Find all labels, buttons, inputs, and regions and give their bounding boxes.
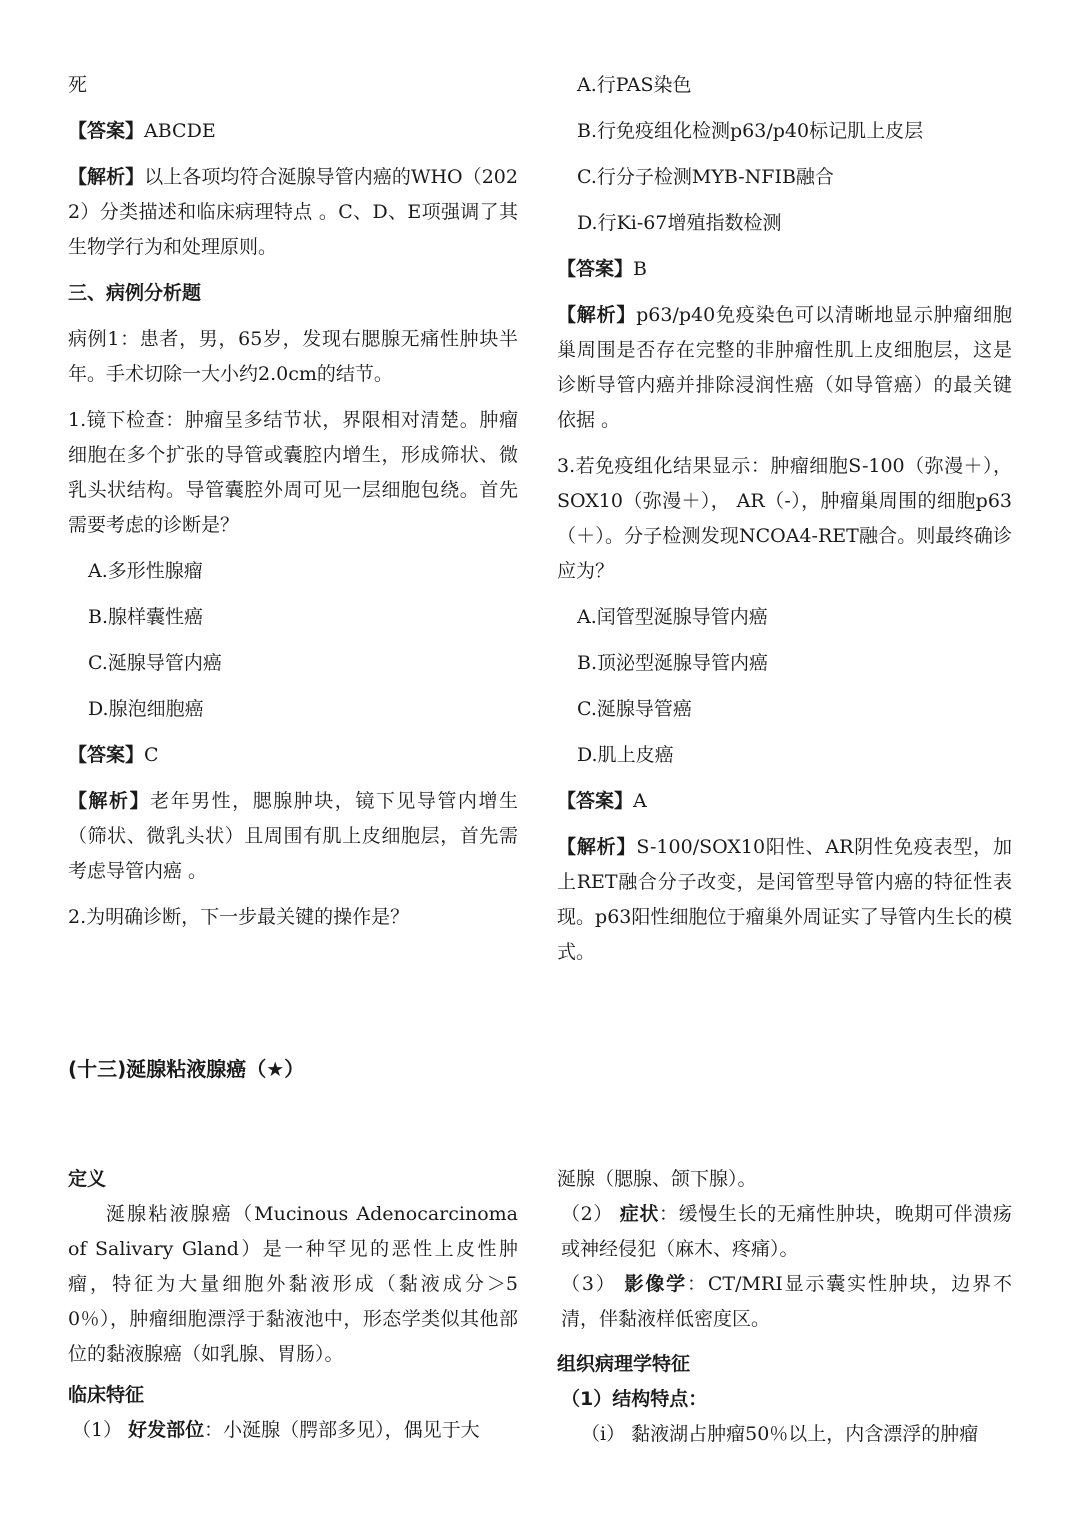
q1-answer <box>68 738 518 773</box>
section13-title: (十三)涎腺粘液腺癌（★） <box>68 1057 305 1081</box>
q0-analysis <box>68 160 518 265</box>
q1-option-d: D.腺泡细胞癌 <box>88 698 204 720</box>
case1-text: 病例1：患者，男，65岁，发现右腮腺无痛性肿块半年。手术切除一大小约2.0cm的结节。 <box>68 328 518 385</box>
top-right-column <box>557 68 1012 970</box>
q3-option-a: A.闰管型涎腺导管内癌 <box>577 606 768 628</box>
bottom-right-column <box>557 1162 1012 1452</box>
analysis-text: 老年男性，腮腺肿块，镜下见导管内增生（筛状、微乳头状）且周围有肌上皮细胞层，首先需考虑导管内癌 。 <box>68 790 518 882</box>
q3-answer <box>557 784 1012 819</box>
q2-option-d: D.行Ki-67增殖指数检测 <box>577 212 782 234</box>
clinical-symptom <box>557 1197 1012 1267</box>
q3-stem: 3.若免疫组化结果显示：肿瘤细胞S-100（弥漫＋）， SOX10（弥漫＋）， AR（-），肿瘤巢周围的细胞p63（＋）。分子检测发现NCOA4-RET融合。则最终确诊应为？ <box>557 455 1012 582</box>
answer-value: ABCDE <box>144 120 216 142</box>
q2-option-a: A.行PAS染色 <box>577 74 692 96</box>
imaging-text: ：CT/MRI显示囊实性肿块，边界不清，伴黏液样低密度区。 <box>561 1273 1012 1330</box>
q3-option-b: B.顶泌型涎腺导管内癌 <box>577 652 769 674</box>
clinical-heading: 临床特征 <box>68 1384 145 1406</box>
site-text: ：小涎腺（腭部多见），偶见于大 <box>204 1419 480 1441</box>
answer-value: A <box>633 790 647 812</box>
q1-option-c: C.涎腺导管内癌 <box>88 652 222 674</box>
q3-analysis <box>557 830 1012 970</box>
bottom-left-column <box>68 1162 518 1448</box>
q1-option-a: A.多形性腺瘤 <box>88 560 203 582</box>
structure-item-i: （i） 黏液湖占肿瘤50％以上，内含漂浮的肿瘤 <box>581 1423 979 1445</box>
q2-option-b: B.行免疫组化检测p63/p40标记肌上皮层 <box>577 120 924 142</box>
q1-option-b: B.腺样囊性癌 <box>88 606 204 628</box>
section3-heading: 三、病例分析题 <box>68 282 202 304</box>
analysis-tag: 【解析】 <box>68 166 145 188</box>
imaging-number: （3） <box>561 1273 617 1295</box>
structure-heading: （1）结构特点： <box>561 1388 708 1410</box>
q3-option-c: C.涎腺导管癌 <box>577 698 692 720</box>
clinical-site-continued: 涎腺（腮腺、颌下腺）。 <box>557 1168 757 1190</box>
answer-tag: 【答案】 <box>557 258 634 280</box>
answer-tag: 【答案】 <box>557 790 634 812</box>
imaging-label: 影像学 <box>624 1273 688 1295</box>
symptom-number: （2） <box>561 1203 614 1225</box>
symptom-text: ：缓慢生长的无痛性肿块，晚期可伴溃疡或神经侵犯（麻木、疼痛）。 <box>561 1203 1012 1260</box>
q2-analysis <box>557 298 1012 438</box>
q0-answer <box>68 114 518 149</box>
q2-answer <box>557 252 1012 287</box>
answer-value: C <box>144 744 159 766</box>
definition-heading: 定义 <box>68 1168 107 1190</box>
histopathology-heading: 组织病理学特征 <box>557 1353 691 1375</box>
clinical-imaging <box>557 1267 1012 1337</box>
top-left-column <box>68 68 518 935</box>
analysis-tag: 【解析】 <box>557 836 637 858</box>
analysis-text: S-100/SOX10阳性、AR阴性免疫表型，加上RET融合分子改变，是闰管型导管内癌的特征性表现。p63阳性细胞位于瘤巢外周证实了导管内生长的模式。 <box>557 836 1012 963</box>
analysis-text: p63/p40免疫染色可以清晰地显示肿瘤细胞巢周围是否存在完整的非肿瘤性肌上皮细胞层，这是诊断导管内癌并排除浸润性癌（如导管癌）的最关键依据 。 <box>557 304 1012 431</box>
q2-stem: 2.为明确诊断，下一步最关键的操作是？ <box>68 906 410 928</box>
site-number: （1） <box>72 1419 123 1441</box>
q2-option-c: C.行分子检测MYB-NFIB融合 <box>577 166 834 188</box>
section13-title-wrap <box>68 1052 668 1087</box>
q0-tail: 死 <box>68 74 88 96</box>
clinical-site <box>68 1413 518 1448</box>
q1-analysis <box>68 784 518 889</box>
q3-option-d: D.肌上皮癌 <box>577 744 674 766</box>
definition-text: 涎腺粘液腺癌（Mucinous Adenocarcinoma of Salivary Gland）是一种罕见的恶性上皮性肿瘤，特征为大量细胞外黏液形成（黏液成分＞50％），肿瘤细胞漂浮于黏液池中，形态学类似其他部位的黏液腺癌（如乳腺、胃肠）。 <box>68 1203 518 1365</box>
q1-stem: 1.镜下检查：肿瘤呈多结节状，界限相对清楚。肿瘤细胞在多个扩张的导管或囊腔内增生，形成筛状、微乳头状结构。导管囊腔外周可见一层细胞包绕。首先需要考虑的诊断是？ <box>68 409 518 536</box>
analysis-tag: 【解析】 <box>557 304 637 326</box>
analysis-text: 以上各项均符合涎腺导管内癌的WHO（2022）分类描述和临床病理特点 。C、D、E项强调了其生物学行为和处理原则。 <box>68 166 518 258</box>
analysis-tag: 【解析】 <box>68 790 151 812</box>
symptom-label: 症状 <box>619 1203 660 1225</box>
site-label: 好发部位 <box>128 1419 205 1441</box>
answer-tag: 【答案】 <box>68 744 145 766</box>
answer-tag: 【答案】 <box>68 120 145 142</box>
answer-value: B <box>633 258 647 280</box>
